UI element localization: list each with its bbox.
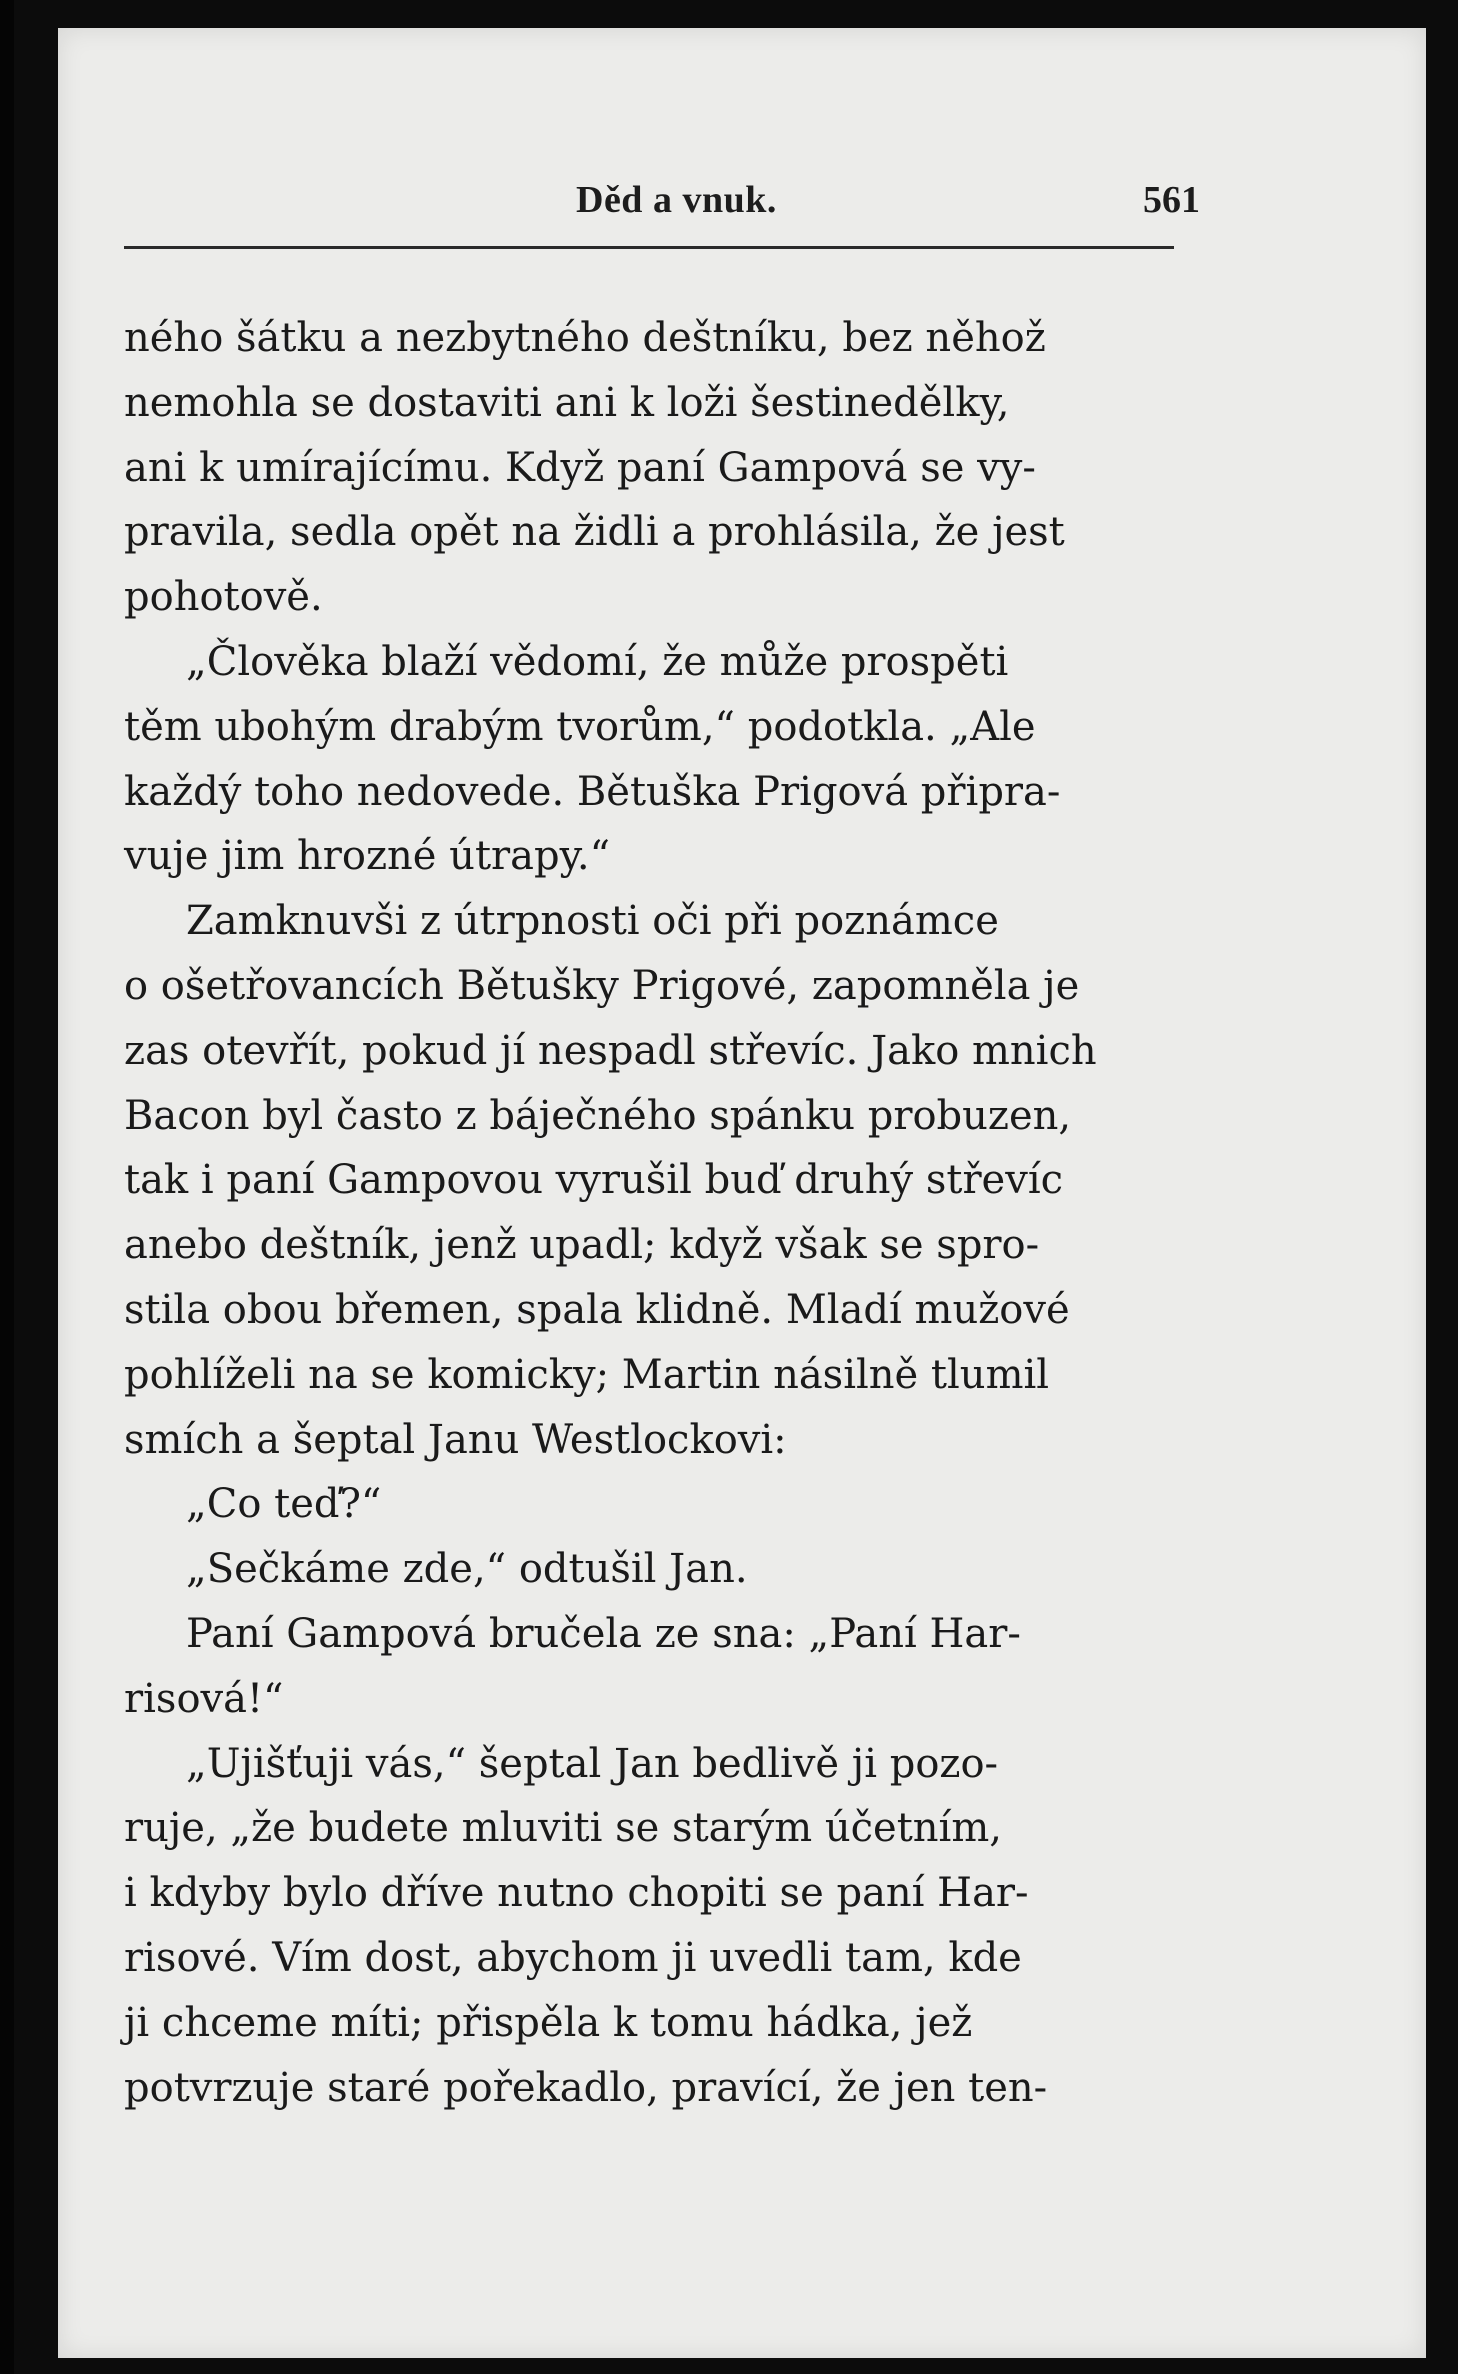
text-line: „Co teď?“ xyxy=(186,1481,382,1528)
text-line: „Člověka blaží vědomí, že může prospěti xyxy=(186,638,1009,685)
text-line: smích a šeptal Janu Westlockovi: xyxy=(124,1416,787,1463)
text-line: těm ubohým drabým tvorům,“ podotkla. „Ale xyxy=(124,703,1036,750)
text-line: pohotově. xyxy=(124,574,323,621)
body-text xyxy=(124,306,1234,2120)
text-line: ného šátku a nezbytného deštníku, bez něhož xyxy=(124,315,1046,361)
text-line: i kdyby bylo dříve nutno chopiti se paní Har- xyxy=(124,1870,1029,1917)
text-line: anebo deštník, jenž upadl; když však se spro- xyxy=(124,1222,1040,1269)
text-line: Zamknuvši z útrpnosti oči při poznámce xyxy=(186,898,999,945)
text-line: Bacon byl často z báječného spánku probuzen, xyxy=(124,1092,1072,1139)
text-line: o ošetřovancích Bětušky Prigové, zapomněla je xyxy=(124,962,1080,1009)
text-line: potvrzuje staré pořekadlo, pravící, že jen ten- xyxy=(124,2064,1048,2111)
text-line: pravila, sedla opět na židli a prohlásila, že jest xyxy=(124,509,1065,556)
page-edge-shadow xyxy=(0,0,14,2374)
text-line: pohlíželi na se komicky; Martin násilně tlumil xyxy=(124,1351,1050,1398)
text-line: Paní Gampová bručela ze sna: „Paní Har- xyxy=(186,1610,1021,1657)
page-number: 561 xyxy=(1143,179,1200,221)
text-line: tak i paní Gampovou vyrušil buď druhý střevíc xyxy=(124,1157,1064,1204)
text-line: nemohla se dostaviti ani k loži šestinedělky, xyxy=(124,379,1010,426)
running-title: Děd a vnuk. xyxy=(576,179,777,221)
page-header xyxy=(124,168,1230,228)
text-line: vuje jim hrozné útrapy.“ xyxy=(124,833,611,880)
text-line: ji chceme míti; přispěla k tomu hádka, jež xyxy=(124,1999,973,2046)
text-line: stila obou břemen, spala klidně. Mladí mužové xyxy=(124,1286,1070,1333)
text-line: ruje, „že budete mluviti se starým účetním, xyxy=(124,1805,1002,1852)
text-line: zas otevřít, pokud jí nespadl střevíc. Jako mnich xyxy=(124,1027,1097,1074)
header-rule xyxy=(124,246,1174,249)
text-line: risové. Vím dost, abychom ji uvedli tam, kde xyxy=(124,1934,1022,1981)
text-line: každý toho nedovede. Bětuška Prigová připra- xyxy=(124,768,1061,815)
text-line: „Sečkáme zde,“ odtušil Jan. xyxy=(186,1546,748,1593)
text-line: risová!“ xyxy=(124,1675,284,1722)
text-line: ani k umírajícímu. Když paní Gampová se vy- xyxy=(124,444,1036,491)
text-line: „Ujišťuji vás,“ šeptal Jan bedlivě ji pozo- xyxy=(186,1740,999,1787)
